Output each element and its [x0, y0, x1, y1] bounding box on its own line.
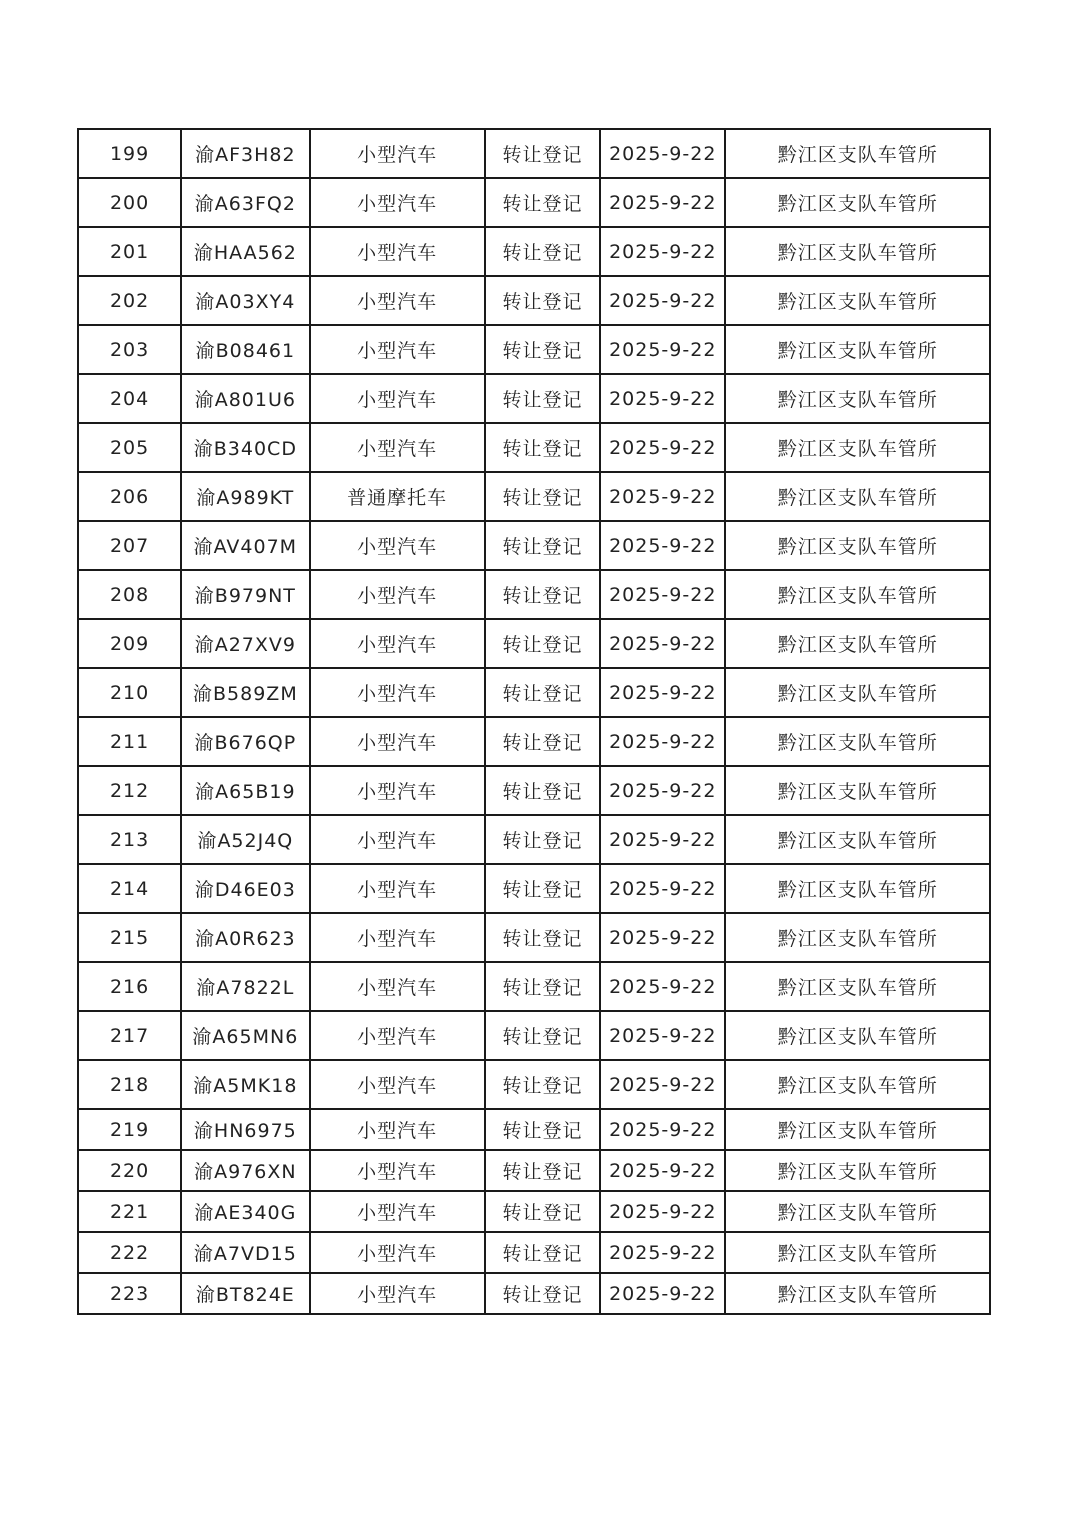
cell-business-type: 转让登记 [485, 521, 600, 570]
cell-office: 黔江区支队车管所 [725, 962, 990, 1011]
cell-number: 218 [78, 1060, 181, 1109]
table-row [78, 1150, 990, 1191]
cell-business-type: 转让登记 [485, 1109, 600, 1150]
cell-number: 205 [78, 423, 181, 472]
cell-vehicle-type: 小型汽车 [310, 815, 485, 864]
cell-plate: 渝AF3H82 [181, 129, 309, 178]
cell-plate: 渝A27XV9 [181, 619, 309, 668]
table-row [78, 1060, 990, 1109]
cell-office: 黔江区支队车管所 [725, 1191, 990, 1232]
cell-office: 黔江区支队车管所 [725, 423, 990, 472]
cell-vehicle-type: 小型汽车 [310, 962, 485, 1011]
cell-vehicle-type: 小型汽车 [310, 717, 485, 766]
cell-vehicle-type: 小型汽车 [310, 619, 485, 668]
table-row [78, 521, 990, 570]
cell-number: 203 [78, 325, 181, 374]
cell-date: 2025-9-22 [600, 619, 725, 668]
cell-business-type: 转让登记 [485, 815, 600, 864]
cell-number: 210 [78, 668, 181, 717]
cell-plate: 渝BT824E [181, 1273, 309, 1314]
cell-vehicle-type: 小型汽车 [310, 1060, 485, 1109]
table-row [78, 472, 990, 521]
cell-vehicle-type: 普通摩托车 [310, 472, 485, 521]
table-row [78, 129, 990, 178]
cell-date: 2025-9-22 [600, 962, 725, 1011]
cell-vehicle-type: 小型汽车 [310, 864, 485, 913]
cell-business-type: 转让登记 [485, 913, 600, 962]
cell-plate: 渝B340CD [181, 423, 309, 472]
cell-date: 2025-9-22 [600, 1150, 725, 1191]
vehicle-registration-table [77, 128, 991, 1315]
cell-office: 黔江区支队车管所 [725, 668, 990, 717]
cell-plate: 渝A65MN6 [181, 1011, 309, 1060]
cell-office: 黔江区支队车管所 [725, 521, 990, 570]
cell-business-type: 转让登记 [485, 1060, 600, 1109]
table-row [78, 815, 990, 864]
cell-date: 2025-9-22 [600, 374, 725, 423]
cell-vehicle-type: 小型汽车 [310, 1011, 485, 1060]
cell-number: 209 [78, 619, 181, 668]
cell-office: 黔江区支队车管所 [725, 1150, 990, 1191]
cell-number: 211 [78, 717, 181, 766]
table-row [78, 570, 990, 619]
cell-plate: 渝HN6975 [181, 1109, 309, 1150]
table-row [78, 766, 990, 815]
cell-plate: 渝B589ZM [181, 668, 309, 717]
cell-plate: 渝HAA562 [181, 227, 309, 276]
cell-plate: 渝A7822L [181, 962, 309, 1011]
cell-date: 2025-9-22 [600, 1232, 725, 1273]
cell-plate: 渝A52J4Q [181, 815, 309, 864]
cell-number: 199 [78, 129, 181, 178]
cell-business-type: 转让登记 [485, 325, 600, 374]
cell-number: 220 [78, 1150, 181, 1191]
cell-number: 212 [78, 766, 181, 815]
cell-office: 黔江区支队车管所 [725, 1232, 990, 1273]
cell-plate: 渝D46E03 [181, 864, 309, 913]
cell-number: 216 [78, 962, 181, 1011]
cell-business-type: 转让登记 [485, 178, 600, 227]
cell-vehicle-type: 小型汽车 [310, 766, 485, 815]
cell-date: 2025-9-22 [600, 325, 725, 374]
cell-office: 黔江区支队车管所 [725, 472, 990, 521]
cell-date: 2025-9-22 [600, 864, 725, 913]
cell-number: 217 [78, 1011, 181, 1060]
cell-plate: 渝A65B19 [181, 766, 309, 815]
table-row [78, 1109, 990, 1150]
cell-number: 221 [78, 1191, 181, 1232]
cell-vehicle-type: 小型汽车 [310, 1191, 485, 1232]
cell-number: 219 [78, 1109, 181, 1150]
table-row [78, 227, 990, 276]
cell-date: 2025-9-22 [600, 472, 725, 521]
cell-business-type: 转让登记 [485, 276, 600, 325]
cell-business-type: 转让登记 [485, 570, 600, 619]
cell-date: 2025-9-22 [600, 570, 725, 619]
cell-business-type: 转让登记 [485, 1273, 600, 1314]
table-row [78, 178, 990, 227]
cell-vehicle-type: 小型汽车 [310, 325, 485, 374]
table-row [78, 864, 990, 913]
cell-number: 215 [78, 913, 181, 962]
cell-date: 2025-9-22 [600, 766, 725, 815]
cell-business-type: 转让登记 [485, 423, 600, 472]
cell-number: 213 [78, 815, 181, 864]
cell-date: 2025-9-22 [600, 129, 725, 178]
cell-date: 2025-9-22 [600, 1109, 725, 1150]
cell-business-type: 转让登记 [485, 227, 600, 276]
cell-number: 214 [78, 864, 181, 913]
cell-office: 黔江区支队车管所 [725, 1060, 990, 1109]
cell-plate: 渝AV407M [181, 521, 309, 570]
cell-number: 202 [78, 276, 181, 325]
cell-date: 2025-9-22 [600, 521, 725, 570]
cell-business-type: 转让登记 [485, 1011, 600, 1060]
cell-business-type: 转让登记 [485, 619, 600, 668]
cell-office: 黔江区支队车管所 [725, 1109, 990, 1150]
table-row [78, 276, 990, 325]
cell-plate: 渝A03XY4 [181, 276, 309, 325]
table-body [78, 129, 990, 1314]
cell-date: 2025-9-22 [600, 178, 725, 227]
cell-office: 黔江区支队车管所 [725, 276, 990, 325]
cell-date: 2025-9-22 [600, 1273, 725, 1314]
cell-office: 黔江区支队车管所 [725, 815, 990, 864]
cell-vehicle-type: 小型汽车 [310, 374, 485, 423]
cell-vehicle-type: 小型汽车 [310, 913, 485, 962]
cell-office: 黔江区支队车管所 [725, 766, 990, 815]
cell-number: 204 [78, 374, 181, 423]
cell-office: 黔江区支队车管所 [725, 325, 990, 374]
table-row [78, 619, 990, 668]
cell-business-type: 转让登记 [485, 1150, 600, 1191]
cell-business-type: 转让登记 [485, 717, 600, 766]
cell-number: 208 [78, 570, 181, 619]
cell-date: 2025-9-22 [600, 815, 725, 864]
table-row [78, 1011, 990, 1060]
cell-date: 2025-9-22 [600, 1011, 725, 1060]
table-row [78, 717, 990, 766]
cell-plate: 渝B676QP [181, 717, 309, 766]
cell-office: 黔江区支队车管所 [725, 913, 990, 962]
cell-business-type: 转让登记 [485, 374, 600, 423]
cell-date: 2025-9-22 [600, 913, 725, 962]
table-row [78, 1273, 990, 1314]
cell-number: 206 [78, 472, 181, 521]
cell-office: 黔江区支队车管所 [725, 374, 990, 423]
table-row [78, 423, 990, 472]
cell-business-type: 转让登记 [485, 668, 600, 717]
cell-office: 黔江区支队车管所 [725, 129, 990, 178]
cell-vehicle-type: 小型汽车 [310, 1273, 485, 1314]
cell-plate: 渝A63FQ2 [181, 178, 309, 227]
cell-vehicle-type: 小型汽车 [310, 1232, 485, 1273]
cell-business-type: 转让登记 [485, 1191, 600, 1232]
table-row [78, 325, 990, 374]
cell-number: 207 [78, 521, 181, 570]
cell-office: 黔江区支队车管所 [725, 619, 990, 668]
cell-date: 2025-9-22 [600, 423, 725, 472]
cell-plate: 渝A801U6 [181, 374, 309, 423]
cell-office: 黔江区支队车管所 [725, 1273, 990, 1314]
cell-date: 2025-9-22 [600, 717, 725, 766]
cell-vehicle-type: 小型汽车 [310, 227, 485, 276]
cell-vehicle-type: 小型汽车 [310, 1150, 485, 1191]
cell-vehicle-type: 小型汽车 [310, 1109, 485, 1150]
cell-number: 200 [78, 178, 181, 227]
table-row [78, 913, 990, 962]
cell-vehicle-type: 小型汽车 [310, 521, 485, 570]
cell-business-type: 转让登记 [485, 129, 600, 178]
cell-business-type: 转让登记 [485, 1232, 600, 1273]
cell-plate: 渝A976XN [181, 1150, 309, 1191]
cell-number: 201 [78, 227, 181, 276]
cell-business-type: 转让登记 [485, 766, 600, 815]
cell-date: 2025-9-22 [600, 276, 725, 325]
table-row [78, 668, 990, 717]
table-row [78, 962, 990, 1011]
cell-vehicle-type: 小型汽车 [310, 178, 485, 227]
cell-vehicle-type: 小型汽车 [310, 276, 485, 325]
cell-plate: 渝AE340G [181, 1191, 309, 1232]
cell-business-type: 转让登记 [485, 864, 600, 913]
cell-plate: 渝A989KT [181, 472, 309, 521]
cell-office: 黔江区支队车管所 [725, 864, 990, 913]
cell-office: 黔江区支队车管所 [725, 227, 990, 276]
cell-date: 2025-9-22 [600, 227, 725, 276]
cell-number: 223 [78, 1273, 181, 1314]
cell-office: 黔江区支队车管所 [725, 717, 990, 766]
cell-plate: 渝B979NT [181, 570, 309, 619]
cell-plate: 渝A7VD15 [181, 1232, 309, 1273]
cell-plate: 渝A0R623 [181, 913, 309, 962]
cell-vehicle-type: 小型汽车 [310, 129, 485, 178]
cell-number: 222 [78, 1232, 181, 1273]
table-row [78, 1232, 990, 1273]
cell-plate: 渝B08461 [181, 325, 309, 374]
cell-vehicle-type: 小型汽车 [310, 423, 485, 472]
cell-business-type: 转让登记 [485, 472, 600, 521]
cell-plate: 渝A5MK18 [181, 1060, 309, 1109]
cell-business-type: 转让登记 [485, 962, 600, 1011]
cell-date: 2025-9-22 [600, 1191, 725, 1232]
table-row [78, 1191, 990, 1232]
cell-office: 黔江区支队车管所 [725, 178, 990, 227]
cell-vehicle-type: 小型汽车 [310, 570, 485, 619]
cell-date: 2025-9-22 [600, 1060, 725, 1109]
cell-vehicle-type: 小型汽车 [310, 668, 485, 717]
cell-date: 2025-9-22 [600, 668, 725, 717]
cell-office: 黔江区支队车管所 [725, 570, 990, 619]
cell-office: 黔江区支队车管所 [725, 1011, 990, 1060]
table-row [78, 374, 990, 423]
